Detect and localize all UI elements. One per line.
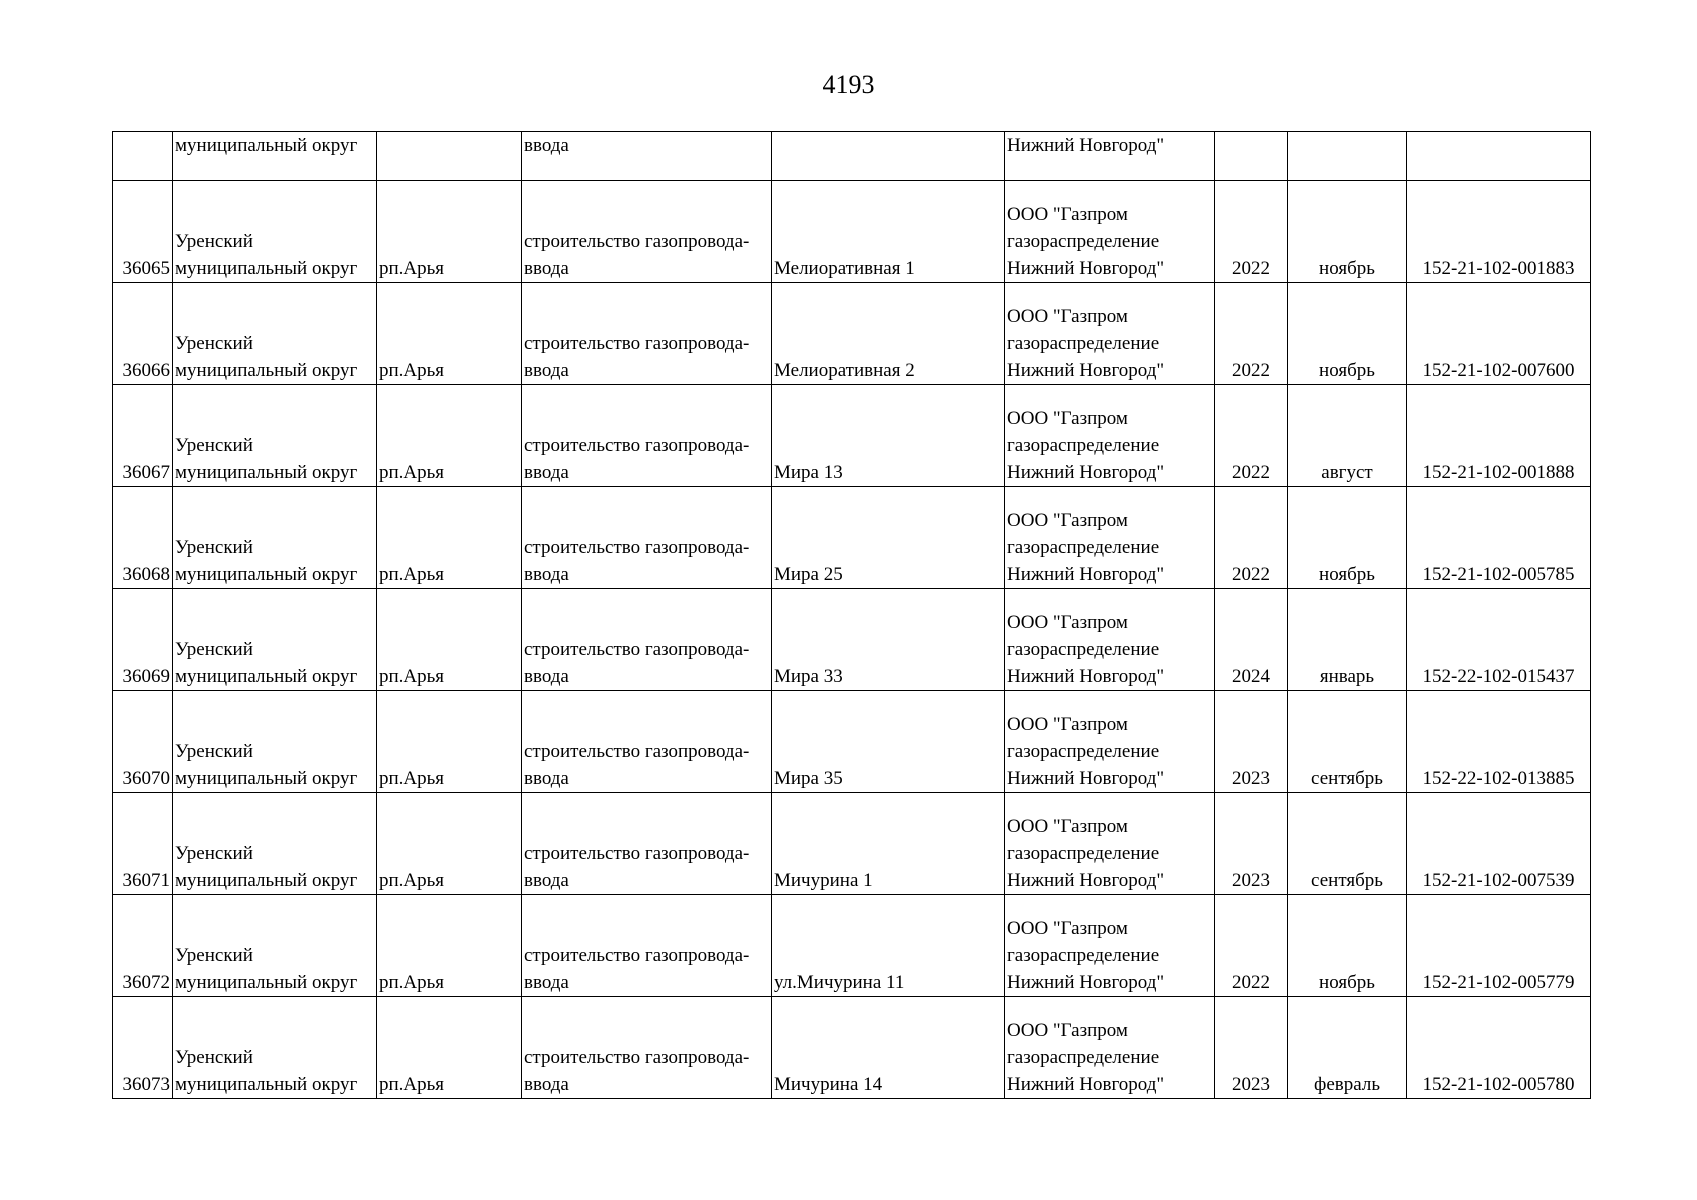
cell-work xyxy=(522,691,772,793)
cell-number: 36070 xyxy=(113,691,173,793)
district-line: муниципальный округ xyxy=(175,870,358,891)
cell-organization xyxy=(1005,385,1215,487)
organization-line: газораспределение xyxy=(1007,435,1160,456)
cell-organization xyxy=(1005,793,1215,895)
cell-district xyxy=(173,997,377,1099)
cell-code: 152-21-102-005779 xyxy=(1407,895,1591,997)
organization-line: ООО "Газпром xyxy=(1007,510,1128,531)
organization-line: Нижний Новгород" xyxy=(1007,564,1165,585)
cell-code: 152-21-102-001883 xyxy=(1407,181,1591,283)
cell-work xyxy=(522,487,772,589)
cell-address: Мира 33 xyxy=(772,589,1005,691)
table-row xyxy=(113,589,1591,691)
cell-address: Мичурина 1 xyxy=(772,793,1005,895)
cell-work xyxy=(522,895,772,997)
organization-line: газораспределение xyxy=(1007,741,1160,762)
district-line: Уренский xyxy=(175,843,253,864)
cell-address: Мелиоративная 2 xyxy=(772,283,1005,385)
work-line: ввода xyxy=(524,360,569,381)
cell-district: муниципальный округ xyxy=(173,132,377,181)
cell-month xyxy=(1288,132,1407,181)
table-row xyxy=(113,385,1591,487)
cell-settlement: рп.Арья xyxy=(377,997,522,1099)
work-line: ввода xyxy=(524,768,569,789)
table-row xyxy=(113,793,1591,895)
cell-month: ноябрь xyxy=(1288,181,1407,283)
organization-line: Нижний Новгород" xyxy=(1007,768,1165,789)
work-line: строительство газопровода- xyxy=(524,639,750,660)
cell-settlement: рп.Арья xyxy=(377,895,522,997)
cell-year: 2022 xyxy=(1215,385,1288,487)
cell-organization xyxy=(1005,895,1215,997)
organization-line: ООО "Газпром xyxy=(1007,408,1128,429)
district-line: Уренский xyxy=(175,231,253,252)
work-line: строительство газопровода- xyxy=(524,945,750,966)
cell-work xyxy=(522,385,772,487)
organization-line: газораспределение xyxy=(1007,333,1160,354)
cell-settlement xyxy=(377,132,522,181)
district-line: муниципальный округ xyxy=(175,972,358,993)
cell-settlement: рп.Арья xyxy=(377,283,522,385)
organization-line: газораспределение xyxy=(1007,843,1160,864)
table-row xyxy=(113,181,1591,283)
cell-code: 152-21-102-001888 xyxy=(1407,385,1591,487)
cell-code: 152-22-102-013885 xyxy=(1407,691,1591,793)
cell-settlement: рп.Арья xyxy=(377,487,522,589)
cell-work xyxy=(522,181,772,283)
work-line: строительство газопровода- xyxy=(524,1047,750,1068)
cell-organization xyxy=(1005,997,1215,1099)
organization-line: ООО "Газпром xyxy=(1007,204,1128,225)
work-line: ввода xyxy=(524,1074,569,1095)
cell-code: 152-21-102-005785 xyxy=(1407,487,1591,589)
work-line: строительство газопровода- xyxy=(524,843,750,864)
district-line: Уренский xyxy=(175,639,253,660)
organization-line: газораспределение xyxy=(1007,945,1160,966)
district-line: муниципальный округ xyxy=(175,258,358,279)
work-line: строительство газопровода- xyxy=(524,333,750,354)
work-line: ввода xyxy=(524,258,569,279)
cell-district xyxy=(173,895,377,997)
district-line: Уренский xyxy=(175,435,253,456)
organization-line: газораспределение xyxy=(1007,231,1160,252)
table-row xyxy=(113,487,1591,589)
cell-code: 152-21-102-007539 xyxy=(1407,793,1591,895)
district-line: Уренский xyxy=(175,333,253,354)
table-body xyxy=(113,132,1591,1099)
organization-line: ООО "Газпром xyxy=(1007,306,1128,327)
cell-year: 2022 xyxy=(1215,487,1288,589)
work-line: ввода xyxy=(524,462,569,483)
cell-number: 36066 xyxy=(113,283,173,385)
cell-number: 36069 xyxy=(113,589,173,691)
cell-organization: Нижний Новгород" xyxy=(1005,132,1215,181)
district-line: Уренский xyxy=(175,741,253,762)
district-line: муниципальный округ xyxy=(175,1074,358,1095)
cell-code xyxy=(1407,132,1591,181)
work-line: ввода xyxy=(524,564,569,585)
cell-organization xyxy=(1005,283,1215,385)
cell-address: Мира 35 xyxy=(772,691,1005,793)
work-line: ввода xyxy=(524,972,569,993)
cell-organization xyxy=(1005,487,1215,589)
organization-line: Нижний Новгород" xyxy=(1007,1074,1165,1095)
organization-line: Нижний Новгород" xyxy=(1007,666,1165,687)
cell-code: 152-21-102-007600 xyxy=(1407,283,1591,385)
organization-line: Нижний Новгород" xyxy=(1007,258,1165,279)
cell-work: ввода xyxy=(522,132,772,181)
cell-year: 2022 xyxy=(1215,181,1288,283)
district-line: муниципальный округ xyxy=(175,564,358,585)
organization-line: ООО "Газпром xyxy=(1007,918,1128,939)
cell-number xyxy=(113,132,173,181)
cell-month: январь xyxy=(1288,589,1407,691)
organization-line: Нижний Новгород" xyxy=(1007,972,1165,993)
cell-district xyxy=(173,793,377,895)
cell-settlement: рп.Арья xyxy=(377,181,522,283)
district-line: Уренский xyxy=(175,945,253,966)
organization-line: газораспределение xyxy=(1007,639,1160,660)
cell-year: 2023 xyxy=(1215,793,1288,895)
cell-number: 36072 xyxy=(113,895,173,997)
work-line: ввода xyxy=(524,870,569,891)
cell-organization xyxy=(1005,589,1215,691)
cell-settlement: рп.Арья xyxy=(377,691,522,793)
table-row xyxy=(113,997,1591,1099)
cell-address: Мира 13 xyxy=(772,385,1005,487)
cell-month: ноябрь xyxy=(1288,895,1407,997)
page-number: 4193 xyxy=(822,70,875,99)
cell-district xyxy=(173,283,377,385)
cell-work xyxy=(522,589,772,691)
cell-organization xyxy=(1005,181,1215,283)
gasification-table xyxy=(112,131,1591,1099)
cell-address: Мичурина 14 xyxy=(772,997,1005,1099)
table-row xyxy=(113,691,1591,793)
organization-line: Нижний Новгород" xyxy=(1007,870,1165,891)
district-line: муниципальный округ xyxy=(175,360,358,381)
organization-line: Нижний Новгород" xyxy=(1007,360,1165,381)
cell-number: 36065 xyxy=(113,181,173,283)
cell-settlement: рп.Арья xyxy=(377,589,522,691)
table-row xyxy=(113,283,1591,385)
cell-number: 36068 xyxy=(113,487,173,589)
cell-month: сентябрь xyxy=(1288,793,1407,895)
cell-code: 152-22-102-015437 xyxy=(1407,589,1591,691)
district-line: Уренский xyxy=(175,537,253,558)
work-line: ввода xyxy=(524,666,569,687)
cell-year: 2023 xyxy=(1215,691,1288,793)
cell-address xyxy=(772,132,1005,181)
cell-work xyxy=(522,997,772,1099)
cell-settlement: рп.Арья xyxy=(377,793,522,895)
cell-month: ноябрь xyxy=(1288,487,1407,589)
work-line: строительство газопровода- xyxy=(524,537,750,558)
cell-number: 36073 xyxy=(113,997,173,1099)
cell-month: ноябрь xyxy=(1288,283,1407,385)
district-line: муниципальный округ xyxy=(175,666,358,687)
cell-district xyxy=(173,487,377,589)
cell-district xyxy=(173,385,377,487)
cell-year: 2022 xyxy=(1215,895,1288,997)
organization-line: ООО "Газпром xyxy=(1007,714,1128,735)
cell-year: 2023 xyxy=(1215,997,1288,1099)
work-line: строительство газопровода- xyxy=(524,435,750,456)
cell-number: 36071 xyxy=(113,793,173,895)
table-row xyxy=(113,895,1591,997)
cell-district xyxy=(173,589,377,691)
cell-year: 2024 xyxy=(1215,589,1288,691)
cell-address: Мира 25 xyxy=(772,487,1005,589)
district-line: муниципальный округ xyxy=(175,462,358,483)
work-line: строительство газопровода- xyxy=(524,741,750,762)
cell-district xyxy=(173,181,377,283)
cell-address: ул.Мичурина 11 xyxy=(772,895,1005,997)
cell-month: сентябрь xyxy=(1288,691,1407,793)
cell-organization xyxy=(1005,691,1215,793)
organization-line: газораспределение xyxy=(1007,1047,1160,1068)
organization-line: ООО "Газпром xyxy=(1007,816,1128,837)
district-line: муниципальный округ xyxy=(175,768,358,789)
cell-number: 36067 xyxy=(113,385,173,487)
cell-district xyxy=(173,691,377,793)
cell-month: август xyxy=(1288,385,1407,487)
cell-work xyxy=(522,283,772,385)
work-line: строительство газопровода- xyxy=(524,231,750,252)
cell-month: февраль xyxy=(1288,997,1407,1099)
cell-address: Мелиоративная 1 xyxy=(772,181,1005,283)
cell-work xyxy=(522,793,772,895)
cell-year xyxy=(1215,132,1288,181)
cell-code: 152-21-102-005780 xyxy=(1407,997,1591,1099)
organization-line: газораспределение xyxy=(1007,537,1160,558)
cell-year: 2022 xyxy=(1215,283,1288,385)
organization-line: ООО "Газпром xyxy=(1007,612,1128,633)
continuation-row xyxy=(113,132,1591,181)
district-line: Уренский xyxy=(175,1047,253,1068)
cell-settlement: рп.Арья xyxy=(377,385,522,487)
organization-line: Нижний Новгород" xyxy=(1007,462,1165,483)
organization-line: ООО "Газпром xyxy=(1007,1020,1128,1041)
